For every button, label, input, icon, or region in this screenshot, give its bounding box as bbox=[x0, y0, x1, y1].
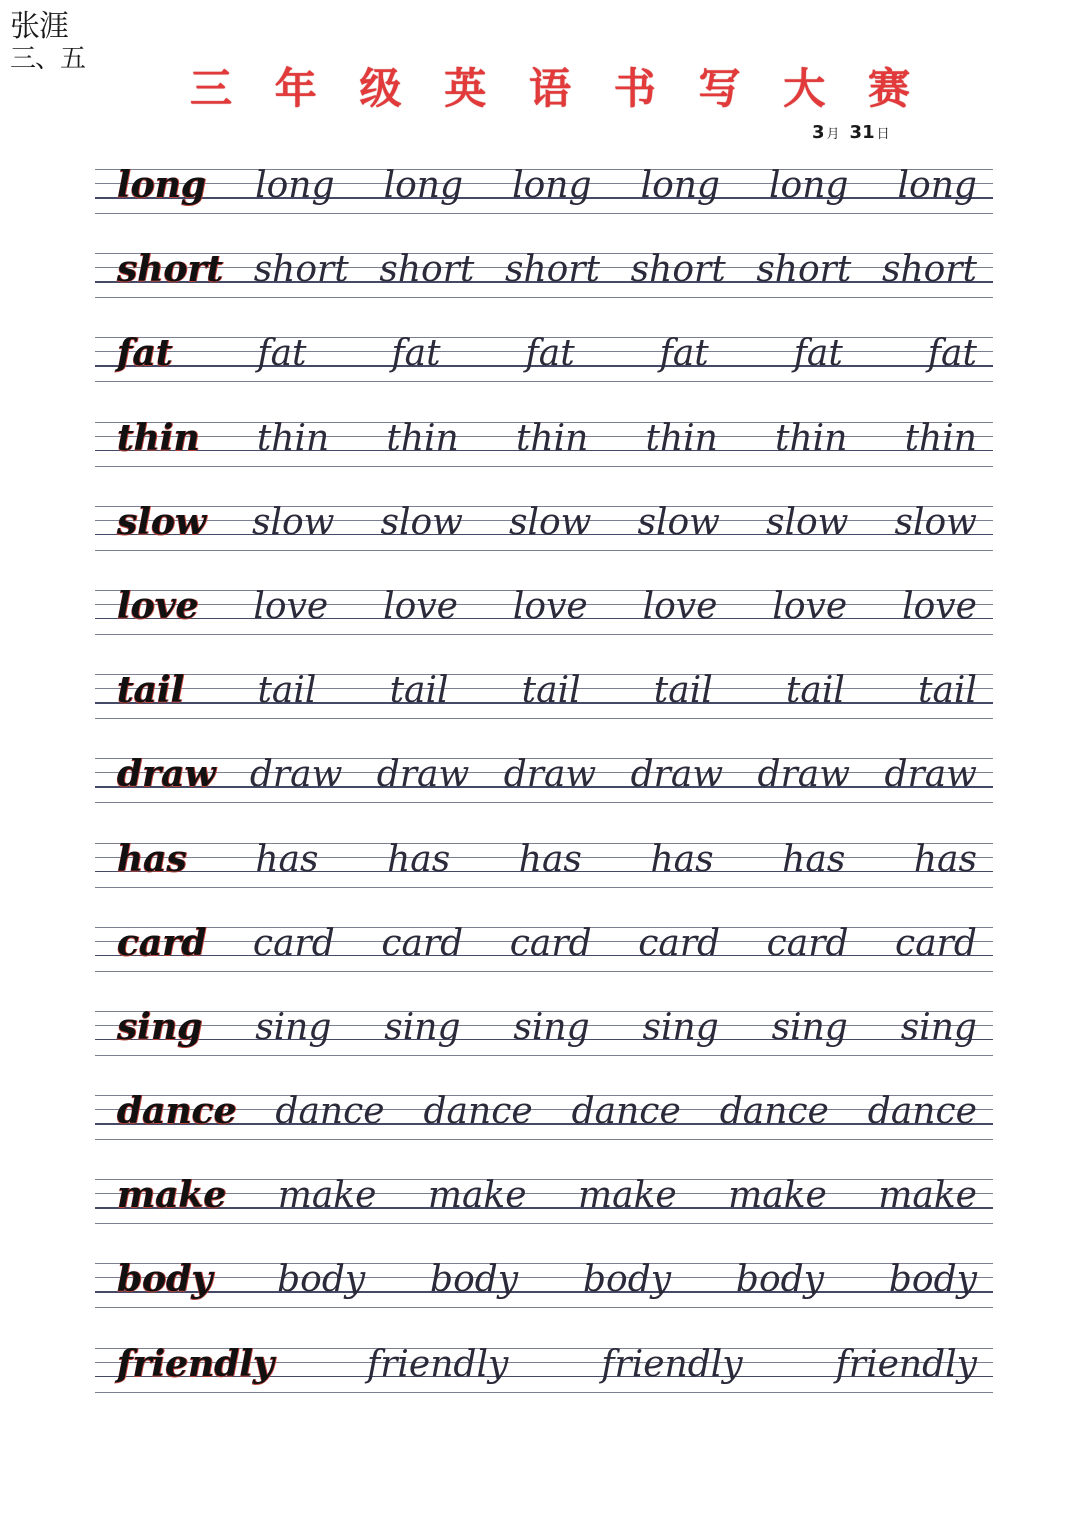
practice-word: draw bbox=[630, 754, 724, 796]
writing-row bbox=[95, 331, 993, 415]
word-line bbox=[117, 166, 993, 216]
practice-word: thin bbox=[904, 417, 977, 459]
practice-word: long bbox=[383, 165, 464, 206]
practice-word: make bbox=[577, 1175, 677, 1217]
practice-word: love bbox=[772, 585, 848, 627]
practice-word: love bbox=[642, 585, 718, 627]
practice-word: has bbox=[387, 838, 451, 880]
practice-word: draw bbox=[757, 754, 851, 796]
word-line bbox=[117, 500, 993, 553]
date-month: 3 bbox=[812, 122, 825, 143]
practice-word: sing bbox=[900, 1006, 977, 1048]
practice-word: body bbox=[888, 1259, 977, 1301]
practice-word: fat bbox=[793, 333, 843, 375]
practice-word: sing bbox=[642, 1006, 719, 1048]
student-name: 张涯 bbox=[10, 9, 68, 44]
title-char: 语 bbox=[528, 64, 571, 113]
title-char: 大 bbox=[783, 64, 826, 113]
practice-word: thin bbox=[775, 417, 848, 459]
practice-word: has bbox=[518, 838, 582, 880]
word-line bbox=[117, 921, 993, 974]
practice-word: card bbox=[381, 922, 464, 964]
writing-row bbox=[95, 416, 993, 500]
practice-word: sing bbox=[255, 1006, 332, 1048]
practice-word: sing bbox=[513, 1006, 590, 1048]
writing-row bbox=[95, 163, 993, 247]
word-line bbox=[117, 584, 993, 637]
page-title bbox=[180, 56, 920, 116]
writing-row bbox=[95, 1089, 993, 1173]
writing-row bbox=[95, 1342, 993, 1426]
practice-word: short bbox=[630, 249, 726, 291]
date-day: 31 bbox=[849, 122, 875, 143]
practice-word: fat bbox=[659, 333, 709, 375]
practice-word: make bbox=[277, 1175, 377, 1217]
practice-word: long bbox=[769, 165, 849, 206]
practice-word: friendly bbox=[601, 1343, 743, 1385]
title-char: 书 bbox=[613, 64, 656, 113]
model-word: friendly bbox=[117, 1342, 274, 1385]
practice-word: love bbox=[902, 585, 977, 627]
writing-row bbox=[95, 1257, 993, 1341]
practice-word: body bbox=[582, 1259, 672, 1301]
practice-word: fat bbox=[391, 333, 441, 375]
student-class: 三、五 bbox=[10, 44, 86, 74]
practice-word: has bbox=[782, 838, 846, 880]
model-word: dance bbox=[117, 1090, 237, 1133]
practice-word: thin bbox=[515, 417, 589, 459]
writing-row bbox=[95, 752, 993, 836]
practice-word: fat bbox=[525, 333, 575, 375]
practice-word: has bbox=[913, 838, 977, 880]
practice-word: card bbox=[638, 922, 721, 964]
practice-word: make bbox=[878, 1175, 977, 1217]
word-line bbox=[117, 837, 993, 890]
word-line bbox=[117, 1176, 993, 1226]
practice-word: make bbox=[728, 1175, 827, 1217]
practice-word: body bbox=[430, 1259, 519, 1301]
word-line bbox=[117, 1260, 993, 1310]
practice-word: draw bbox=[376, 754, 470, 796]
practice-word: slow bbox=[637, 501, 720, 543]
practice-word: slow bbox=[380, 501, 463, 543]
practice-word: draw bbox=[249, 754, 343, 796]
model-word: draw bbox=[117, 753, 216, 796]
practice-word: card bbox=[252, 922, 335, 964]
practice-word: has bbox=[650, 838, 714, 880]
practice-word: draw bbox=[884, 754, 977, 796]
practice-word: slow bbox=[765, 501, 849, 543]
date-day-unit: 日 bbox=[876, 127, 890, 142]
practice-word: slow bbox=[508, 501, 592, 543]
model-word: sing bbox=[117, 1005, 203, 1048]
practice-word: has bbox=[255, 838, 319, 880]
practice-word: tail bbox=[918, 670, 977, 712]
writing-rows bbox=[95, 163, 993, 1426]
model-word: slow bbox=[117, 500, 206, 543]
practice-word: make bbox=[427, 1175, 527, 1217]
word-line bbox=[117, 250, 993, 300]
model-word: tail bbox=[117, 669, 185, 712]
date-month-unit: 月 bbox=[826, 127, 840, 142]
practice-word: long bbox=[512, 165, 592, 206]
practice-word: friendly bbox=[366, 1343, 509, 1385]
practice-word: long bbox=[640, 165, 720, 206]
practice-word: tail bbox=[785, 670, 845, 712]
practice-word: tail bbox=[521, 670, 581, 712]
practice-word: friendly bbox=[835, 1343, 977, 1385]
practice-word: love bbox=[512, 585, 588, 627]
model-word: has bbox=[117, 837, 187, 880]
practice-word: slow bbox=[894, 501, 977, 543]
practice-word: tail bbox=[257, 670, 317, 712]
practice-word: draw bbox=[503, 754, 597, 796]
model-word: thin bbox=[117, 416, 200, 459]
practice-word: short bbox=[505, 249, 601, 291]
practice-word: sing bbox=[771, 1006, 848, 1048]
practice-word: short bbox=[253, 249, 349, 291]
writing-row bbox=[95, 668, 993, 752]
model-word: short bbox=[117, 248, 224, 291]
model-word: long bbox=[117, 164, 207, 206]
practice-word: long bbox=[897, 165, 977, 206]
practice-word: card bbox=[766, 922, 849, 964]
practice-word: fat bbox=[257, 333, 307, 375]
practice-word: dance bbox=[423, 1091, 533, 1133]
practice-word: fat bbox=[927, 333, 977, 375]
practice-word: dance bbox=[719, 1091, 829, 1133]
writing-row bbox=[95, 921, 993, 1005]
model-word: body bbox=[117, 1258, 213, 1301]
practice-word: short bbox=[379, 249, 475, 291]
title-char: 英 bbox=[444, 64, 487, 113]
practice-word: long bbox=[255, 165, 335, 206]
date bbox=[812, 122, 900, 143]
practice-word: love bbox=[383, 585, 458, 627]
student-info bbox=[10, 9, 86, 74]
model-word: love bbox=[117, 584, 199, 627]
word-line bbox=[117, 671, 993, 721]
practice-word: short bbox=[881, 249, 977, 291]
practice-word: tail bbox=[653, 670, 713, 712]
practice-word: thin bbox=[386, 417, 459, 459]
practice-word: dance bbox=[275, 1091, 385, 1133]
model-word: make bbox=[117, 1174, 227, 1217]
model-word: fat bbox=[117, 332, 173, 375]
title-char: 年 bbox=[274, 64, 317, 113]
title-char: 级 bbox=[359, 64, 402, 113]
practice-word: slow bbox=[251, 501, 335, 543]
writing-row bbox=[95, 584, 993, 668]
title-char: 三 bbox=[189, 64, 232, 113]
practice-word: love bbox=[253, 585, 329, 627]
practice-word: thin bbox=[256, 417, 330, 459]
writing-row bbox=[95, 1005, 993, 1089]
practice-word: card bbox=[509, 922, 592, 964]
word-line bbox=[117, 755, 993, 805]
practice-word: sing bbox=[384, 1006, 461, 1048]
word-line bbox=[117, 416, 993, 469]
writing-row bbox=[95, 837, 993, 921]
title-char: 写 bbox=[698, 64, 741, 113]
practice-word: short bbox=[756, 249, 852, 291]
word-line bbox=[117, 1005, 993, 1058]
practice-word: dance bbox=[867, 1091, 977, 1133]
word-line bbox=[117, 1342, 993, 1395]
practice-word: body bbox=[735, 1259, 825, 1301]
model-word: card bbox=[117, 921, 207, 964]
writing-row bbox=[95, 247, 993, 331]
practice-word: thin bbox=[645, 417, 718, 459]
writing-row bbox=[95, 1173, 993, 1257]
practice-word: dance bbox=[571, 1091, 681, 1133]
practice-word: tail bbox=[389, 670, 449, 712]
word-line bbox=[117, 334, 993, 384]
practice-word: body bbox=[277, 1259, 366, 1301]
practice-word: card bbox=[895, 922, 977, 964]
writing-row bbox=[95, 500, 993, 584]
title-char: 赛 bbox=[867, 64, 910, 113]
word-line bbox=[117, 1092, 993, 1142]
